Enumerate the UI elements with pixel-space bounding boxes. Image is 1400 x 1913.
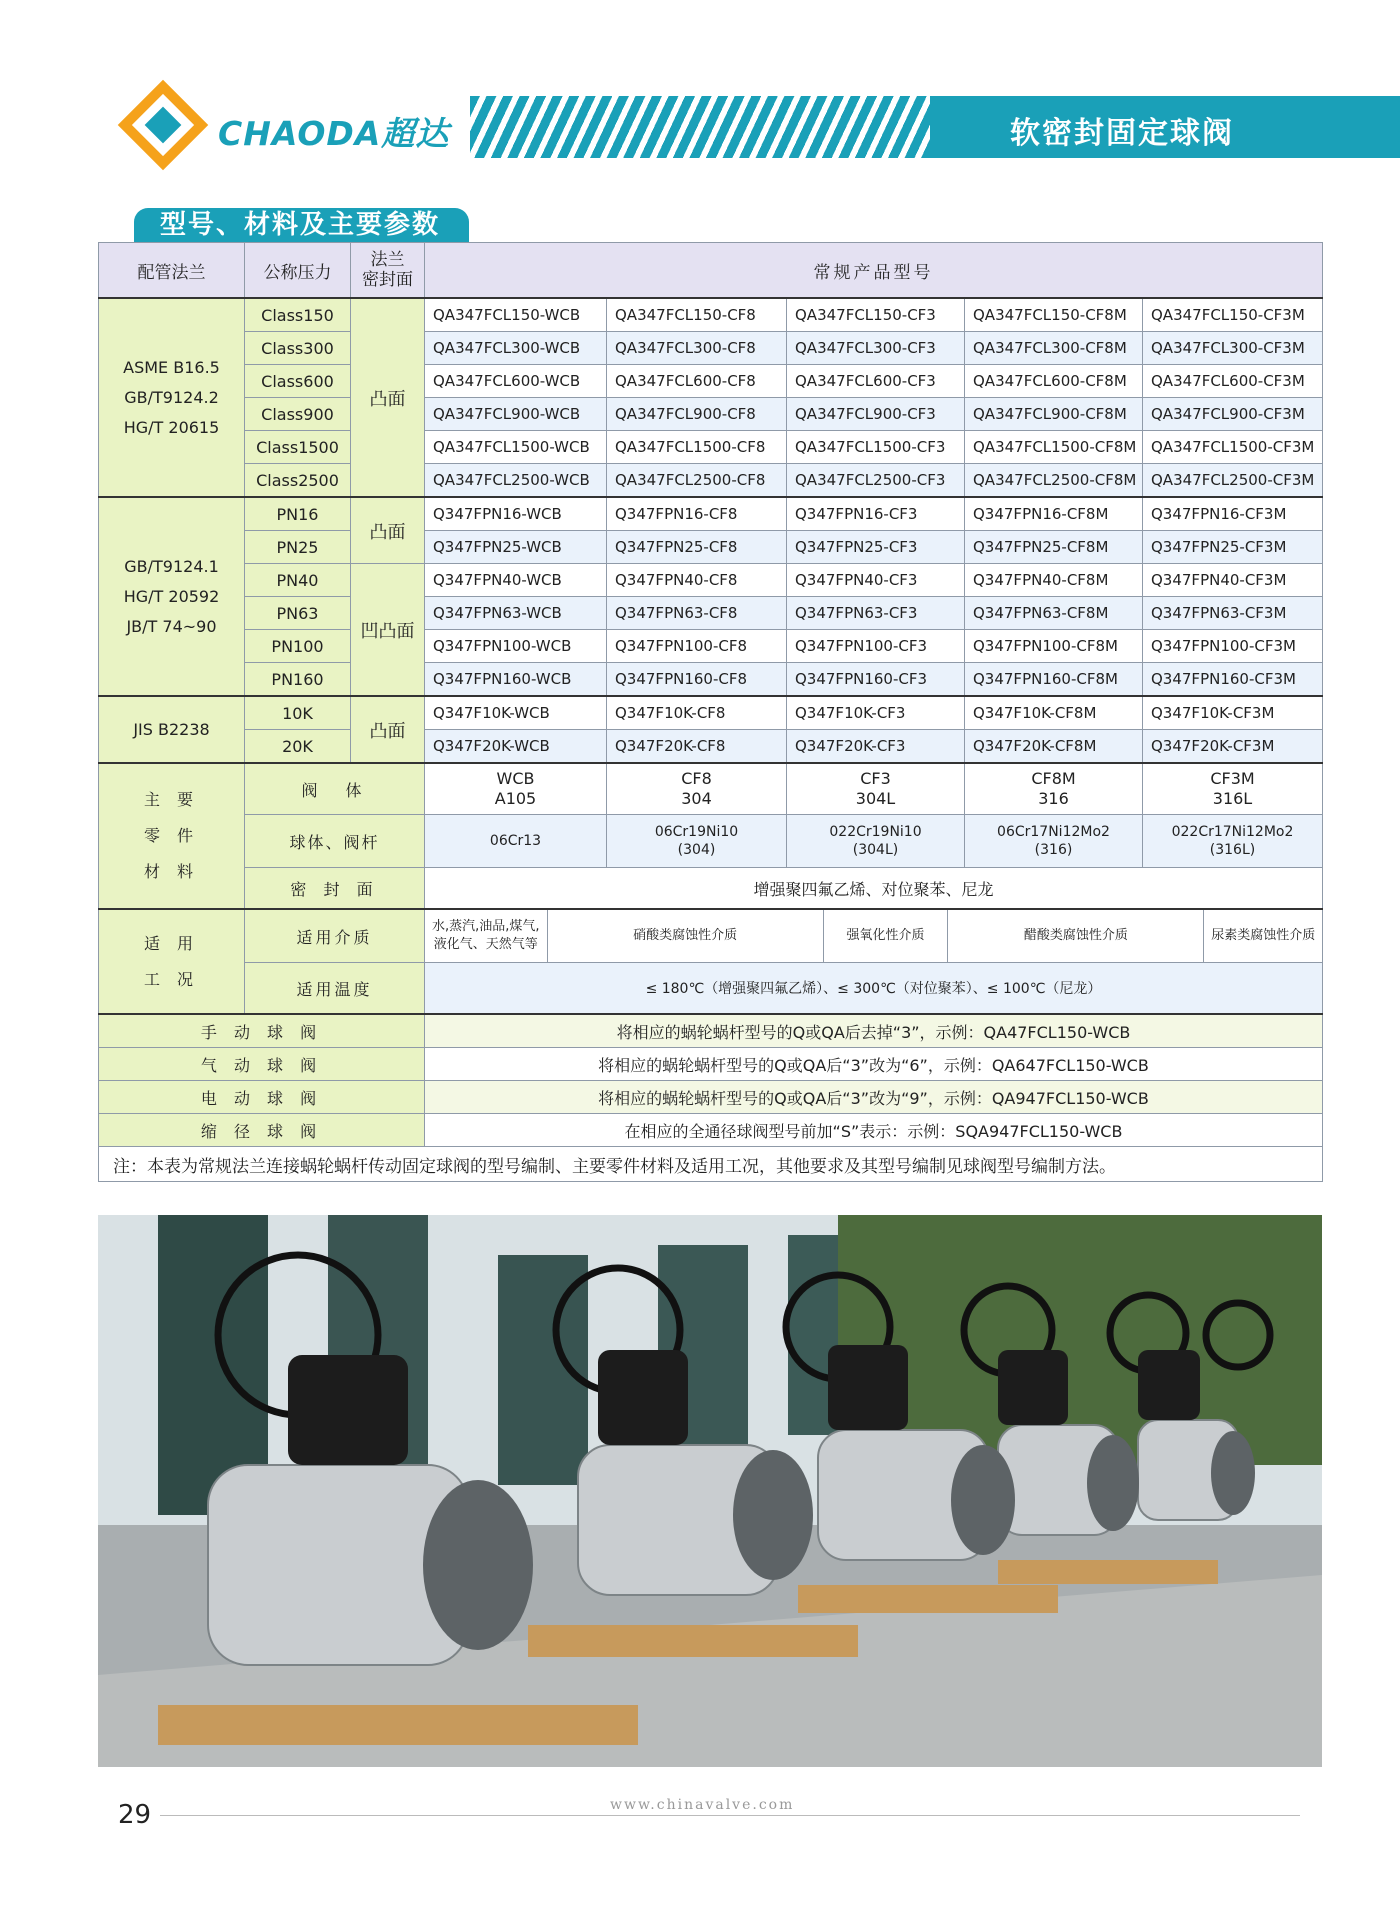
model-code: Q347FPN63-CF3M [1143, 597, 1323, 630]
variant-desc: 将相应的蜗轮蜗杆型号的Q或QA后去掉“3”，示例：QA47FCL150-WCB [425, 1014, 1323, 1048]
model-code: Q347F10K-WCB [425, 696, 607, 730]
seal-face: 凹凸面 [351, 564, 425, 697]
ball-material: 022Cr19Ni10 (304L) [787, 815, 965, 868]
table-row [99, 1014, 1323, 1048]
model-code: QA347FCL150-CF3 [787, 298, 965, 332]
model-code: QA347FCL2500-WCB [425, 464, 607, 498]
product-photo [98, 1215, 1322, 1767]
table-row [99, 1147, 1323, 1182]
model-code: QA347FCL150-CF8 [607, 298, 787, 332]
model-code: QA347FCL600-CF8 [607, 365, 787, 398]
model-code: Q347FPN25-CF8 [607, 531, 787, 564]
model-code: Q347FPN63-WCB [425, 597, 607, 630]
table-row [99, 298, 1323, 332]
media-item: 水,蒸汽,油品,煤气, 液化气、天然气等 [425, 910, 548, 962]
model-code: Q347F10K-CF3 [787, 696, 965, 730]
model-code: QA347FCL2500-CF3M [1143, 464, 1323, 498]
media-item: 尿素类腐蚀性介质 [1211, 928, 1316, 943]
flange-standard: GB/T9124.1 HG/T 20592 JB/T 74~90 [99, 497, 245, 696]
model-code: Q347FPN40-CF3 [787, 564, 965, 597]
ball-material: 06Cr13 [425, 815, 607, 868]
model-code: QA347FCL900-CF8 [607, 398, 787, 431]
pressure-class: PN16 [245, 497, 351, 531]
ball-stem-label: 球体、阀杆 [245, 815, 425, 868]
table-row [99, 1114, 1323, 1147]
model-code: Q347FPN160-WCB [425, 663, 607, 697]
table-row [99, 868, 1323, 910]
model-code: QA347FCL600-CF3M [1143, 365, 1323, 398]
header-stripes [470, 96, 930, 158]
model-code: QA347FCL900-CF3M [1143, 398, 1323, 431]
footer-divider [160, 1815, 1300, 1816]
header-flange: 配管法兰 [99, 243, 245, 299]
seal-material-label: 密 封 面 [245, 868, 425, 910]
flange-standard: ASME B16.5 GB/T9124.2 HG/T 20615 [99, 298, 245, 497]
model-code: QA347FCL1500-WCB [425, 431, 607, 464]
model-code: QA347FCL2500-CF8M [965, 464, 1143, 498]
model-code: Q347FPN63-CF3 [787, 597, 965, 630]
pressure-class: Class300 [245, 332, 351, 365]
model-code: Q347FPN160-CF8 [607, 663, 787, 697]
table-note: 注：本表为常规法兰连接蜗轮蜗杆传动固定球阀的型号编制、主要零件材料及适用工况，其他要求及其型号编制见球阀型号编制方法。 [99, 1147, 1323, 1182]
model-code: Q347F20K-CF8 [607, 730, 787, 764]
table-row [99, 1081, 1323, 1114]
model-code: Q347FPN40-CF3M [1143, 564, 1323, 597]
body-material: CF3 304L [787, 763, 965, 815]
model-code: Q347F20K-CF3M [1143, 730, 1323, 764]
body-material: CF8M 316 [965, 763, 1143, 815]
pressure-class: PN25 [245, 531, 351, 564]
table-row [99, 763, 1323, 815]
page-number: 29 [118, 1800, 152, 1830]
table-row [99, 696, 1323, 730]
model-code: Q347FPN160-CF8M [965, 663, 1143, 697]
ball-material: 022Cr17Ni12Mo2 (316L) [1143, 815, 1323, 868]
pressure-class: Class1500 [245, 431, 351, 464]
model-code: Q347F10K-CF3M [1143, 696, 1323, 730]
model-code: Q347F20K-WCB [425, 730, 607, 764]
pressure-class: 20K [245, 730, 351, 764]
model-code: QA347FCL900-WCB [425, 398, 607, 431]
model-code: QA347FCL1500-CF3 [787, 431, 965, 464]
model-code: QA347FCL600-CF8M [965, 365, 1143, 398]
media-item: 强氧化性介质 [824, 910, 949, 962]
seal-face: 凸面 [351, 696, 425, 763]
model-code: Q347FPN16-CF8 [607, 497, 787, 531]
pressure-class: Class2500 [245, 464, 351, 498]
table-row [99, 597, 1323, 630]
pressure-class: PN160 [245, 663, 351, 697]
table-row [99, 815, 1323, 868]
model-code: Q347FPN25-CF3 [787, 531, 965, 564]
model-code: Q347FPN25-CF8M [965, 531, 1143, 564]
pressure-class: PN63 [245, 597, 351, 630]
model-code: QA347FCL900-CF3 [787, 398, 965, 431]
model-code: Q347FPN40-CF8M [965, 564, 1143, 597]
model-code: Q347FPN63-CF8M [965, 597, 1143, 630]
model-code: QA347FCL300-WCB [425, 332, 607, 365]
model-code: QA347FCL1500-CF3M [1143, 431, 1323, 464]
table-row [99, 365, 1323, 398]
media-cell [425, 909, 1323, 963]
table-row [99, 531, 1323, 564]
header-title: 软密封固定球阀 [1010, 116, 1234, 151]
table-row [99, 1048, 1323, 1081]
model-code: Q347FPN160-CF3M [1143, 663, 1323, 697]
materials-label: 主 要 零 件 材 料 [99, 763, 245, 909]
model-code: Q347FPN100-WCB [425, 630, 607, 663]
variant-name: 缩 径 球 阀 [99, 1114, 425, 1147]
model-code: Q347FPN16-WCB [425, 497, 607, 531]
temperature-range: ≤ 180℃（增强聚四氟乙烯）、≤ 300℃（对位聚苯）、≤ 100℃（尼龙） [425, 963, 1323, 1015]
model-code: Q347FPN16-CF8M [965, 497, 1143, 531]
model-code: Q347FPN16-CF3M [1143, 497, 1323, 531]
section-title: 型号、材料及主要参数 [134, 208, 469, 242]
table-row [99, 332, 1323, 365]
table-row [99, 630, 1323, 663]
body-material: WCB A105 [425, 763, 607, 815]
model-code: Q347FPN63-CF8 [607, 597, 787, 630]
model-code: Q347FPN100-CF3M [1143, 630, 1323, 663]
seal-material: 增强聚四氟乙烯、对位聚苯、尼龙 [425, 868, 1323, 910]
pressure-class: PN100 [245, 630, 351, 663]
flange-standard: JIS B2238 [99, 696, 245, 763]
model-code: QA347FCL900-CF8M [965, 398, 1143, 431]
model-code: QA347FCL1500-CF8 [607, 431, 787, 464]
pressure-class: PN40 [245, 564, 351, 597]
ball-valves-illustration [98, 1215, 1322, 1767]
table-row [99, 963, 1323, 1015]
header-seal: 法兰 密封面 [351, 243, 425, 299]
variant-name: 手 动 球 阀 [99, 1014, 425, 1048]
model-code: Q347F10K-CF8 [607, 696, 787, 730]
seal-face: 凸面 [351, 497, 425, 564]
table-row [99, 909, 1323, 963]
pressure-class: Class600 [245, 365, 351, 398]
model-code: Q347F20K-CF3 [787, 730, 965, 764]
model-code: Q347FPN160-CF3 [787, 663, 965, 697]
header-pressure: 公称压力 [245, 243, 351, 299]
table-row [99, 497, 1323, 531]
media-label: 适用介质 [245, 909, 425, 963]
table-row [99, 464, 1323, 498]
model-code: Q347FPN100-CF8 [607, 630, 787, 663]
model-code: QA347FCL150-CF8M [965, 298, 1143, 332]
table-row [99, 431, 1323, 464]
model-code: Q347FPN40-CF8 [607, 564, 787, 597]
table-row [99, 730, 1323, 764]
variant-desc: 在相应的全通径球阀型号前加“S”表示：示例：SQA947FCL150-WCB [425, 1114, 1323, 1147]
model-code: QA347FCL1500-CF8M [965, 431, 1143, 464]
model-code: Q347FPN25-CF3M [1143, 531, 1323, 564]
variant-name: 电 动 球 阀 [99, 1081, 425, 1114]
seal-face: 凸面 [351, 298, 425, 497]
body-material: CF8 304 [607, 763, 787, 815]
model-code: QA347FCL150-CF3M [1143, 298, 1323, 332]
brand-logo-icon [118, 80, 208, 170]
model-code: Q347FPN16-CF3 [787, 497, 965, 531]
media-item: 硝酸类腐蚀性介质 [548, 910, 824, 962]
header-models: 常规产品型号 [425, 243, 1323, 299]
variant-desc: 将相应的蜗轮蜗杆型号的Q或QA后“3”改为“9”，示例：QA947FCL150-WCB [425, 1081, 1323, 1114]
model-code: QA347FCL2500-CF8 [607, 464, 787, 498]
model-code: QA347FCL300-CF3 [787, 332, 965, 365]
model-code: QA347FCL300-CF8M [965, 332, 1143, 365]
spec-table [98, 242, 1323, 1182]
table-row [99, 243, 1323, 299]
table-row [99, 663, 1323, 697]
model-code: QA347FCL600-WCB [425, 365, 607, 398]
model-code: Q347FPN100-CF8M [965, 630, 1143, 663]
variant-name: 气 动 球 阀 [99, 1048, 425, 1081]
pressure-class: Class900 [245, 398, 351, 431]
variant-desc: 将相应的蜗轮蜗杆型号的Q或QA后“3”改为“6”，示例：QA647FCL150-WCB [425, 1048, 1323, 1081]
model-code: Q347FPN100-CF3 [787, 630, 965, 663]
model-code: Q347FPN40-WCB [425, 564, 607, 597]
body-label: 阀 体 [245, 763, 425, 815]
model-code: Q347FPN25-WCB [425, 531, 607, 564]
media-item: 醋酸类腐蚀性介质 [948, 910, 1204, 962]
brand-name: CHAODA超达 [218, 114, 450, 153]
model-code: QA347FCL300-CF3M [1143, 332, 1323, 365]
pressure-class: Class150 [245, 298, 351, 332]
model-code: QA347FCL2500-CF3 [787, 464, 965, 498]
conditions-label: 适 用 工 况 [99, 909, 245, 1014]
ball-material: 06Cr17Ni12Mo2 (316) [965, 815, 1143, 868]
ball-material: 06Cr19Ni10 (304) [607, 815, 787, 868]
table-row [99, 564, 1323, 597]
table-row [99, 398, 1323, 431]
pressure-class: 10K [245, 696, 351, 730]
model-code: QA347FCL600-CF3 [787, 365, 965, 398]
footer-url: www.chinavalve.com [610, 1797, 795, 1813]
body-material: CF3M 316L [1143, 763, 1323, 815]
temperature-label: 适用温度 [245, 963, 425, 1015]
model-code: Q347F10K-CF8M [965, 696, 1143, 730]
model-code: Q347F20K-CF8M [965, 730, 1143, 764]
model-code: QA347FCL300-CF8 [607, 332, 787, 365]
model-code: QA347FCL150-WCB [425, 298, 607, 332]
